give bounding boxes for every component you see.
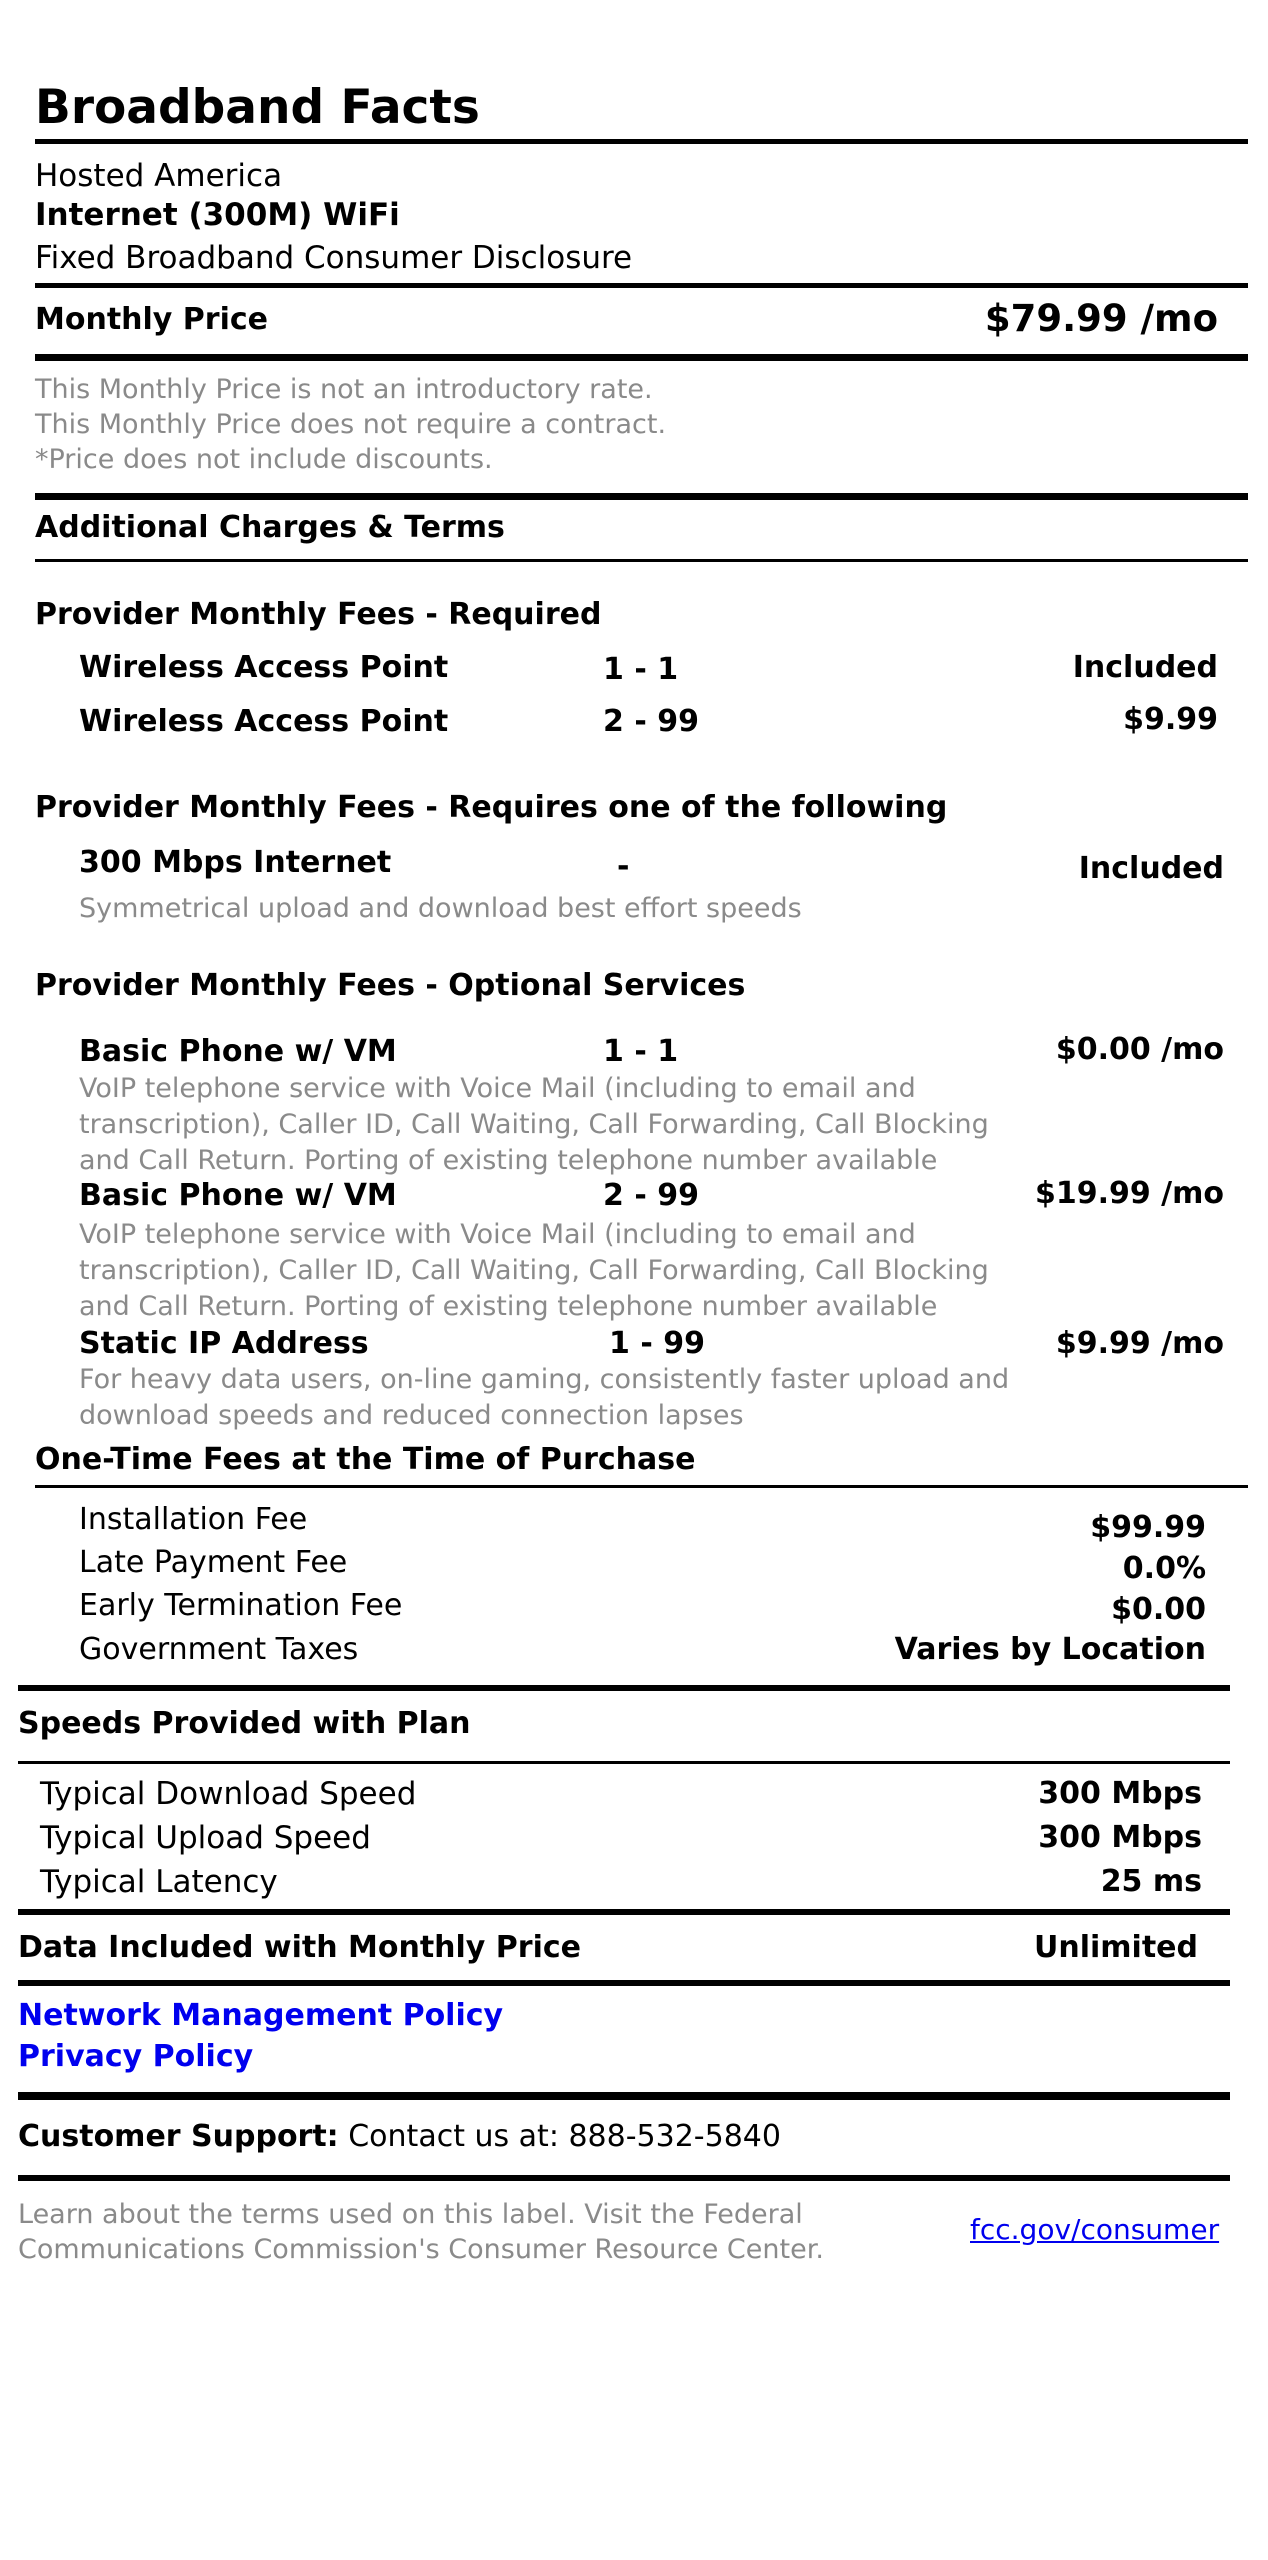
service-description: VoIP telephone service with Voice Mail (including to email and transcription), Caller ID, Call Waiting, Call Forwarding, Call Blocking and Call Return. Porting of existing telephone number available <box>79 1073 989 1176</box>
speed-value: 25 ms <box>1100 1864 1202 1899</box>
section-divider <box>35 1485 1248 1488</box>
privacy-policy-link[interactable]: Privacy Policy <box>18 2039 254 2074</box>
one-time-fee-value: Varies by Location <box>894 1632 1206 1667</box>
service-qty: 1 - 1 <box>603 1034 679 1069</box>
service-price: $19.99 /mo <box>1034 1176 1224 1211</box>
customer-support-label: Customer Support: <box>18 2119 339 2154</box>
title-divider <box>35 139 1248 144</box>
one-time-fee-name: Early Termination Fee <box>79 1588 403 1623</box>
customer-support <box>18 2119 781 2154</box>
monthly-price-value: $79.99 /mo <box>984 297 1218 340</box>
fee-qty: 1 - 1 <box>603 652 679 687</box>
fee-qty: 2 - 99 <box>603 704 699 739</box>
fee-name: 300 Mbps Internet <box>79 845 392 880</box>
service-description: For heavy data users, on-line gaming, consistently faster upload and download speeds and reduced connection lapses <box>79 1364 1010 1431</box>
price-note: *Price does not include discounts. <box>35 444 493 475</box>
section-divider <box>18 2175 1230 2181</box>
price-note: This Monthly Price does not require a contract. <box>35 409 667 440</box>
service-description: VoIP telephone service with Voice Mail (including to email and transcription), Caller ID, Call Waiting, Call Forwarding, Call Blocking and Call Return. Porting of existing telephone number available <box>79 1219 989 1322</box>
one-time-fee-name: Late Payment Fee <box>79 1545 348 1580</box>
one-time-fee-value: 0.0% <box>1122 1551 1206 1586</box>
footer-text: Communications Commission's Consumer Resource Center. <box>18 2234 824 2265</box>
price-divider <box>35 354 1248 361</box>
fee-price: Included <box>1078 851 1224 886</box>
section-divider <box>18 1909 1230 1915</box>
optional-services-heading: Provider Monthly Fees - Optional Services <box>35 968 746 1003</box>
section-divider <box>18 1980 1230 1986</box>
notes-divider <box>35 493 1248 500</box>
service-price: $9.99 /mo <box>1055 1326 1224 1361</box>
speed-label: Typical Upload Speed <box>40 1820 371 1856</box>
section-divider <box>18 2092 1230 2100</box>
service-price: $0.00 /mo <box>1055 1032 1224 1067</box>
one-time-fee-value: $99.99 <box>1090 1510 1206 1545</box>
speed-label: Typical Download Speed <box>40 1776 417 1812</box>
one-time-fee-name: Government Taxes <box>79 1632 359 1667</box>
customer-support-contact: Contact us at: 888-532-5840 <box>348 2119 781 2154</box>
service-name: Basic Phone w/ VM <box>79 1034 397 1069</box>
speed-value: 300 Mbps <box>1038 1776 1202 1811</box>
price-note: This Monthly Price is not an introductory rate. <box>35 374 653 405</box>
section-divider <box>35 559 1248 562</box>
plan-name: Internet (300M) WiFi <box>35 197 400 233</box>
data-included-label: Data Included with Monthly Price <box>18 1930 581 1965</box>
provider-name: Hosted America <box>35 158 283 194</box>
fee-name: Wireless Access Point <box>79 704 449 739</box>
fee-price: $9.99 <box>1123 702 1218 737</box>
additional-charges-heading: Additional Charges & Terms <box>35 510 505 545</box>
speeds-heading: Speeds Provided with Plan <box>18 1706 471 1741</box>
monthly-price-label: Monthly Price <box>35 302 268 337</box>
fee-name: Wireless Access Point <box>79 650 449 685</box>
service-name: Static IP Address <box>79 1326 369 1361</box>
speed-value: 300 Mbps <box>1038 1820 1202 1855</box>
fcc-consumer-link[interactable]: fcc.gov/consumer <box>970 2213 1220 2246</box>
section-divider <box>18 1761 1230 1764</box>
footer-text: Learn about the terms used on this label. Visit the Federal <box>18 2199 803 2230</box>
label-title: Broadband Facts <box>35 80 480 135</box>
disclosure-type: Fixed Broadband Consumer Disclosure <box>35 240 633 276</box>
data-included-value: Unlimited <box>1034 1930 1198 1965</box>
one-time-fee-name: Installation Fee <box>79 1502 308 1537</box>
fee-description: Symmetrical upload and download best effort speeds <box>79 893 802 924</box>
one-time-fee-value: $0.00 <box>1111 1592 1206 1627</box>
header-divider <box>35 283 1248 288</box>
one-time-fees-heading: One-Time Fees at the Time of Purchase <box>35 1442 696 1477</box>
network-management-policy-link[interactable]: Network Management Policy <box>18 1998 504 2033</box>
requires-one-heading: Provider Monthly Fees - Requires one of the following <box>35 790 948 825</box>
speed-label: Typical Latency <box>40 1864 278 1900</box>
service-name: Basic Phone w/ VM <box>79 1178 397 1213</box>
section-divider <box>18 1685 1230 1691</box>
service-qty: 1 - 99 <box>609 1326 705 1361</box>
required-fees-heading: Provider Monthly Fees - Required <box>35 597 602 632</box>
fee-price: Included <box>1072 650 1218 685</box>
service-qty: 2 - 99 <box>603 1178 699 1213</box>
fee-qty: - <box>617 849 630 884</box>
